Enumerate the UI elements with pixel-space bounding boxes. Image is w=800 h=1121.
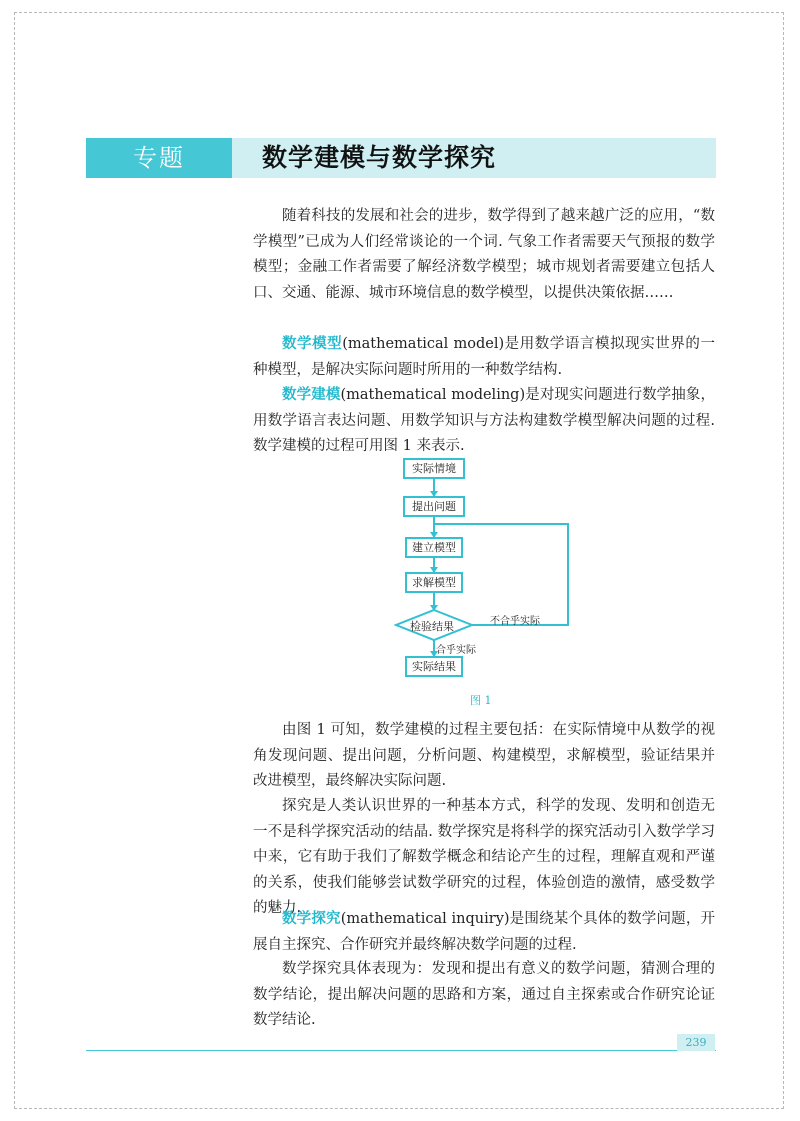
flow-step-pose-problem: 提出问题 <box>403 496 465 517</box>
flow-step-build-model: 建立模型 <box>405 537 463 558</box>
term-math-modeling: 数学建模 <box>282 386 341 403</box>
flow-step-verify: 检验结果 <box>410 620 454 633</box>
header-tag: 专题 <box>86 138 232 178</box>
label-fit: 合乎实际 <box>436 645 476 656</box>
paragraph-math-inquiry-text: (mathematical inquiry)是围绕某个具体的数学问题，开展自主探究、合作研究并最终解决数学问题的过程. <box>253 911 715 953</box>
figure-caption: 图 1 <box>470 694 492 707</box>
flow-step-situation: 实际情境 <box>403 458 465 479</box>
paragraph-inquiry-details: 数学探究具体表现为：发现和提出有意义的数学问题，猜测合理的数学结论，提出解决问题的思路和方案，通过自主探索或合作研究论证数学结论. <box>253 961 715 1028</box>
paragraph-math-modeling-text: (mathematical modeling)是对现实问题进行数学抽象，用数学语言表达问题、用数学知识与方法构建数学模型解决问题的过程. 数学建模的过程可用图 1 来表示. <box>253 387 716 454</box>
paragraph-inquiry-intro: 探究是人类认识世界的一种基本方式，科学的发现、发明和创造无一不是科学探究活动的结晶. 数学探究是将科学的探究活动引入数学学习中来，它有助于我们了解数学概念和结论产生的过程，理解直观和严谨的关系，使我们能够尝试数学研究的过程，体验创造的激情，感受数学的魅力. <box>253 798 715 916</box>
paragraph-math-inquiry <box>253 906 715 958</box>
paragraph-math-model-text: (mathematical model)是用数学语言模拟现实世界的一种模型，是解决实际问题时所用的一种数学结构. <box>253 336 715 378</box>
page-number: 239 <box>677 1034 715 1051</box>
page-title: 数学建模与数学探究 <box>262 143 497 172</box>
term-math-inquiry: 数学探究 <box>282 910 341 927</box>
paragraph-intro: 随着科技的发展和社会的进步，数学得到了越来越广泛的应用，“数学模型”已成为人们经常谈论的一个词. 气象工作者需要天气预报的数学模型；金融工作者需要了解经济数学模型；城市规划者需要建立包括人口、交通、能源、城市环境信息的数学模型，以提供决策依据…… <box>253 208 715 301</box>
footer-rule <box>86 1050 716 1051</box>
paragraph-process-summary: 由图 1 可知，数学建模的过程主要包括：在实际情境中从数学的视角发现问题、提出问题，分析问题、构建模型，求解模型，验证结果并改进模型，最终解决实际问题. <box>253 722 715 789</box>
term-math-model: 数学模型 <box>282 335 343 352</box>
label-not-fit: 不合乎实际 <box>490 616 540 627</box>
flow-step-solve-model: 求解模型 <box>405 572 463 593</box>
flow-step-result: 实际结果 <box>405 656 463 677</box>
